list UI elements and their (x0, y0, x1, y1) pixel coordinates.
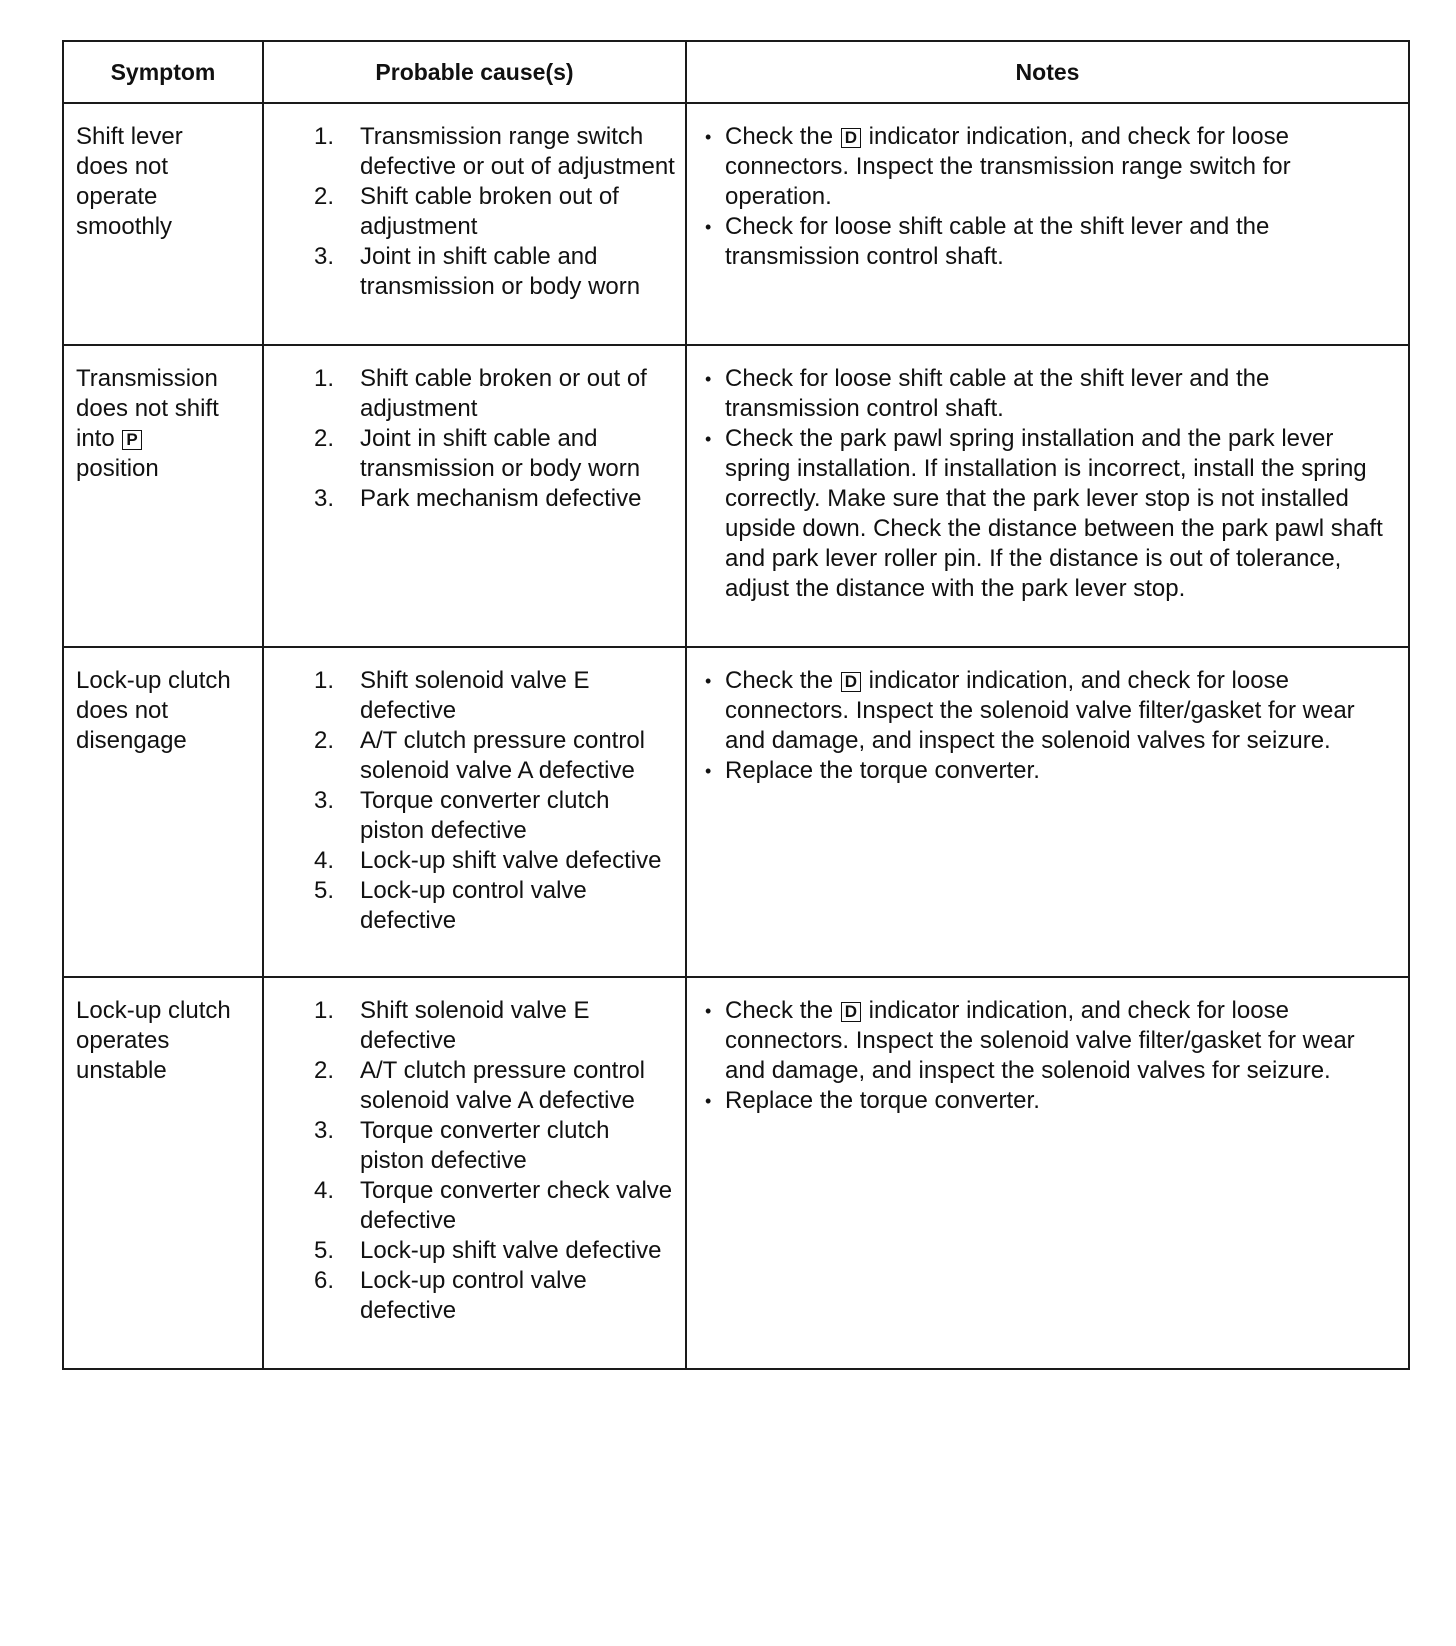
cause-number: 2. (314, 183, 335, 210)
notes-list (699, 996, 1398, 1116)
note-item (701, 212, 1398, 272)
symptom-line: operate (76, 183, 158, 210)
cause-item (314, 846, 675, 876)
cause-item (314, 1176, 675, 1236)
cause-item (314, 424, 675, 484)
causes-cell (263, 345, 686, 647)
bullet-icon: • (705, 369, 712, 389)
cause-number: 5. (314, 877, 335, 904)
symptom-line: position (76, 455, 159, 482)
symptom-line: does not shift (76, 395, 219, 422)
cause-text: Shift cable broken or out of adjustment (360, 365, 647, 422)
cause-item (314, 1056, 675, 1116)
notes-cell (686, 977, 1409, 1369)
symptom-line: Lock-up clutch (76, 667, 231, 694)
symptom-cell (63, 977, 263, 1369)
table-row (63, 977, 1409, 1369)
notes-cell (686, 345, 1409, 647)
cause-text: Lock-up shift valve defective (360, 847, 662, 874)
symptom-line: does not (76, 153, 169, 180)
cause-text: Lock-up control valve defective (360, 877, 587, 934)
troubleshooting-sheet (62, 40, 1408, 1370)
cause-number: 3. (314, 787, 335, 814)
table-row (63, 103, 1409, 345)
cause-item (314, 122, 675, 182)
cause-text: Lock-up shift valve defective (360, 1237, 662, 1264)
causes-cell (263, 647, 686, 977)
note-text: Replace the torque converter. (725, 1087, 1040, 1114)
cause-text: Shift solenoid valve E defective (360, 997, 590, 1054)
notes-list (699, 666, 1398, 786)
cause-text: Torque converter clutch piston defective (360, 1117, 610, 1174)
cause-number: 2. (314, 727, 335, 754)
cause-number: 1. (314, 365, 335, 392)
symptom-cell (63, 345, 263, 647)
indicator-d-icon: D (841, 128, 861, 148)
causes-list (276, 996, 675, 1326)
notes-cell (686, 647, 1409, 977)
note-text-pre: Check the (725, 123, 840, 150)
cause-item (314, 1116, 675, 1176)
cause-item (314, 182, 675, 242)
cause-number: 2. (314, 425, 335, 452)
cause-item (314, 786, 675, 846)
notes-list (699, 122, 1398, 272)
cause-text: Shift cable broken out of adjustment (360, 183, 619, 240)
note-item (701, 996, 1398, 1086)
cause-item (314, 1236, 675, 1266)
cause-text: Lock-up control valve defective (360, 1267, 587, 1324)
note-item (701, 1086, 1398, 1116)
position-p-icon: P (122, 430, 141, 450)
causes-list (276, 122, 675, 302)
cause-item (314, 726, 675, 786)
bullet-icon: • (705, 217, 712, 237)
notes-cell (686, 103, 1409, 345)
bullet-icon: • (705, 1091, 712, 1111)
cause-item (314, 484, 675, 514)
indicator-d-icon: D (841, 672, 861, 692)
symptom-cell (63, 103, 263, 345)
cause-number: 1. (314, 667, 335, 694)
cause-number: 4. (314, 1177, 335, 1204)
note-text-post: indicator indication, and check for loose connectors. Inspect the solenoid valve filter/gasket for wear and damage, and inspect the solenoid valves for seizure. (725, 667, 1355, 754)
table-row (63, 647, 1409, 977)
header-symptom: Symptom (63, 41, 263, 103)
cause-item (314, 364, 675, 424)
bullet-icon: • (705, 761, 712, 781)
note-text-pre: Check the (725, 667, 840, 694)
symptom-line: Lock-up clutch (76, 997, 231, 1024)
cause-item (314, 1266, 675, 1326)
cause-text: Torque converter clutch piston defective (360, 787, 610, 844)
note-text-post: indicator indication, and check for loose connectors. Inspect the transmission range switch for operation. (725, 123, 1291, 210)
causes-list (276, 364, 675, 514)
symptom-line: unstable (76, 1057, 167, 1084)
symptom-line: smoothly (76, 213, 173, 240)
cause-number: 5. (314, 1237, 335, 1264)
cause-number: 1. (314, 123, 335, 150)
cause-number: 2. (314, 1057, 335, 1084)
symptom-text-pre: into (76, 425, 122, 452)
note-text: Check for loose shift cable at the shift lever and the transmission control shaft. (725, 365, 1270, 422)
causes-cell (263, 103, 686, 345)
notes-list (699, 364, 1398, 604)
cause-text: Transmission range switch defective or out of adjustment (360, 123, 675, 180)
cause-text: A/T clutch pressure control solenoid valve A defective (360, 1057, 646, 1114)
cause-number: 3. (314, 485, 335, 512)
symptom-line: disengage (76, 727, 187, 754)
note-item (701, 666, 1398, 756)
cause-text: Shift solenoid valve E defective (360, 667, 590, 724)
bullet-icon: • (705, 671, 712, 691)
note-text: Check for loose shift cable at the shift lever and the transmission control shaft. (725, 213, 1270, 270)
note-item (701, 122, 1398, 212)
symptom-line: does not (76, 697, 169, 724)
cause-number: 1. (314, 997, 335, 1024)
cause-text: Joint in shift cable and transmission or body worn (360, 243, 641, 300)
note-item (701, 424, 1398, 604)
note-text: Check the park pawl spring installation and the park lever spring installation. If installation is incorrect, install the spring correctly. Make sure that the park lever stop is not installed upside down. Check the distance between the park pawl shaft and park lever roller pin. If the distance is out of tolerance, adjust the distance with the park lever stop. (725, 425, 1383, 602)
cause-number: 4. (314, 847, 335, 874)
indicator-d-icon: D (841, 1002, 861, 1022)
symptom-line: Shift lever (76, 123, 183, 150)
symptom-line: Transmission (76, 365, 218, 392)
note-item (701, 756, 1398, 786)
cause-text: Park mechanism defective (360, 485, 642, 512)
bullet-icon: • (705, 429, 712, 449)
cause-number: 3. (314, 243, 335, 270)
cause-item (314, 666, 675, 726)
header-probable-causes: Probable cause(s) (263, 41, 686, 103)
cause-text: Torque converter check valve defective (360, 1177, 673, 1234)
symptom-cell (63, 647, 263, 977)
cause-item (314, 876, 675, 936)
table-row (63, 345, 1409, 647)
bullet-icon: • (705, 127, 712, 147)
note-item (701, 364, 1398, 424)
header-row (63, 41, 1409, 103)
note-text-post: indicator indication, and check for loose connectors. Inspect the solenoid valve filter/gasket for wear and damage, and inspect the solenoid valves for seizure. (725, 997, 1355, 1084)
causes-list (276, 666, 675, 936)
cause-text: Joint in shift cable and transmission or body worn (360, 425, 641, 482)
cause-text: A/T clutch pressure control solenoid valve A defective (360, 727, 646, 784)
symptom-line: operates (76, 1027, 170, 1054)
note-text: Replace the torque converter. (725, 757, 1040, 784)
symptom-line (76, 424, 252, 454)
header-notes: Notes (686, 41, 1409, 103)
causes-cell (263, 977, 686, 1369)
note-text-pre: Check the (725, 997, 840, 1024)
troubleshooting-table (62, 40, 1410, 1370)
bullet-icon: • (705, 1001, 712, 1021)
cause-number: 3. (314, 1117, 335, 1144)
cause-item (314, 996, 675, 1056)
cause-number: 6. (314, 1267, 335, 1294)
cause-item (314, 242, 675, 302)
